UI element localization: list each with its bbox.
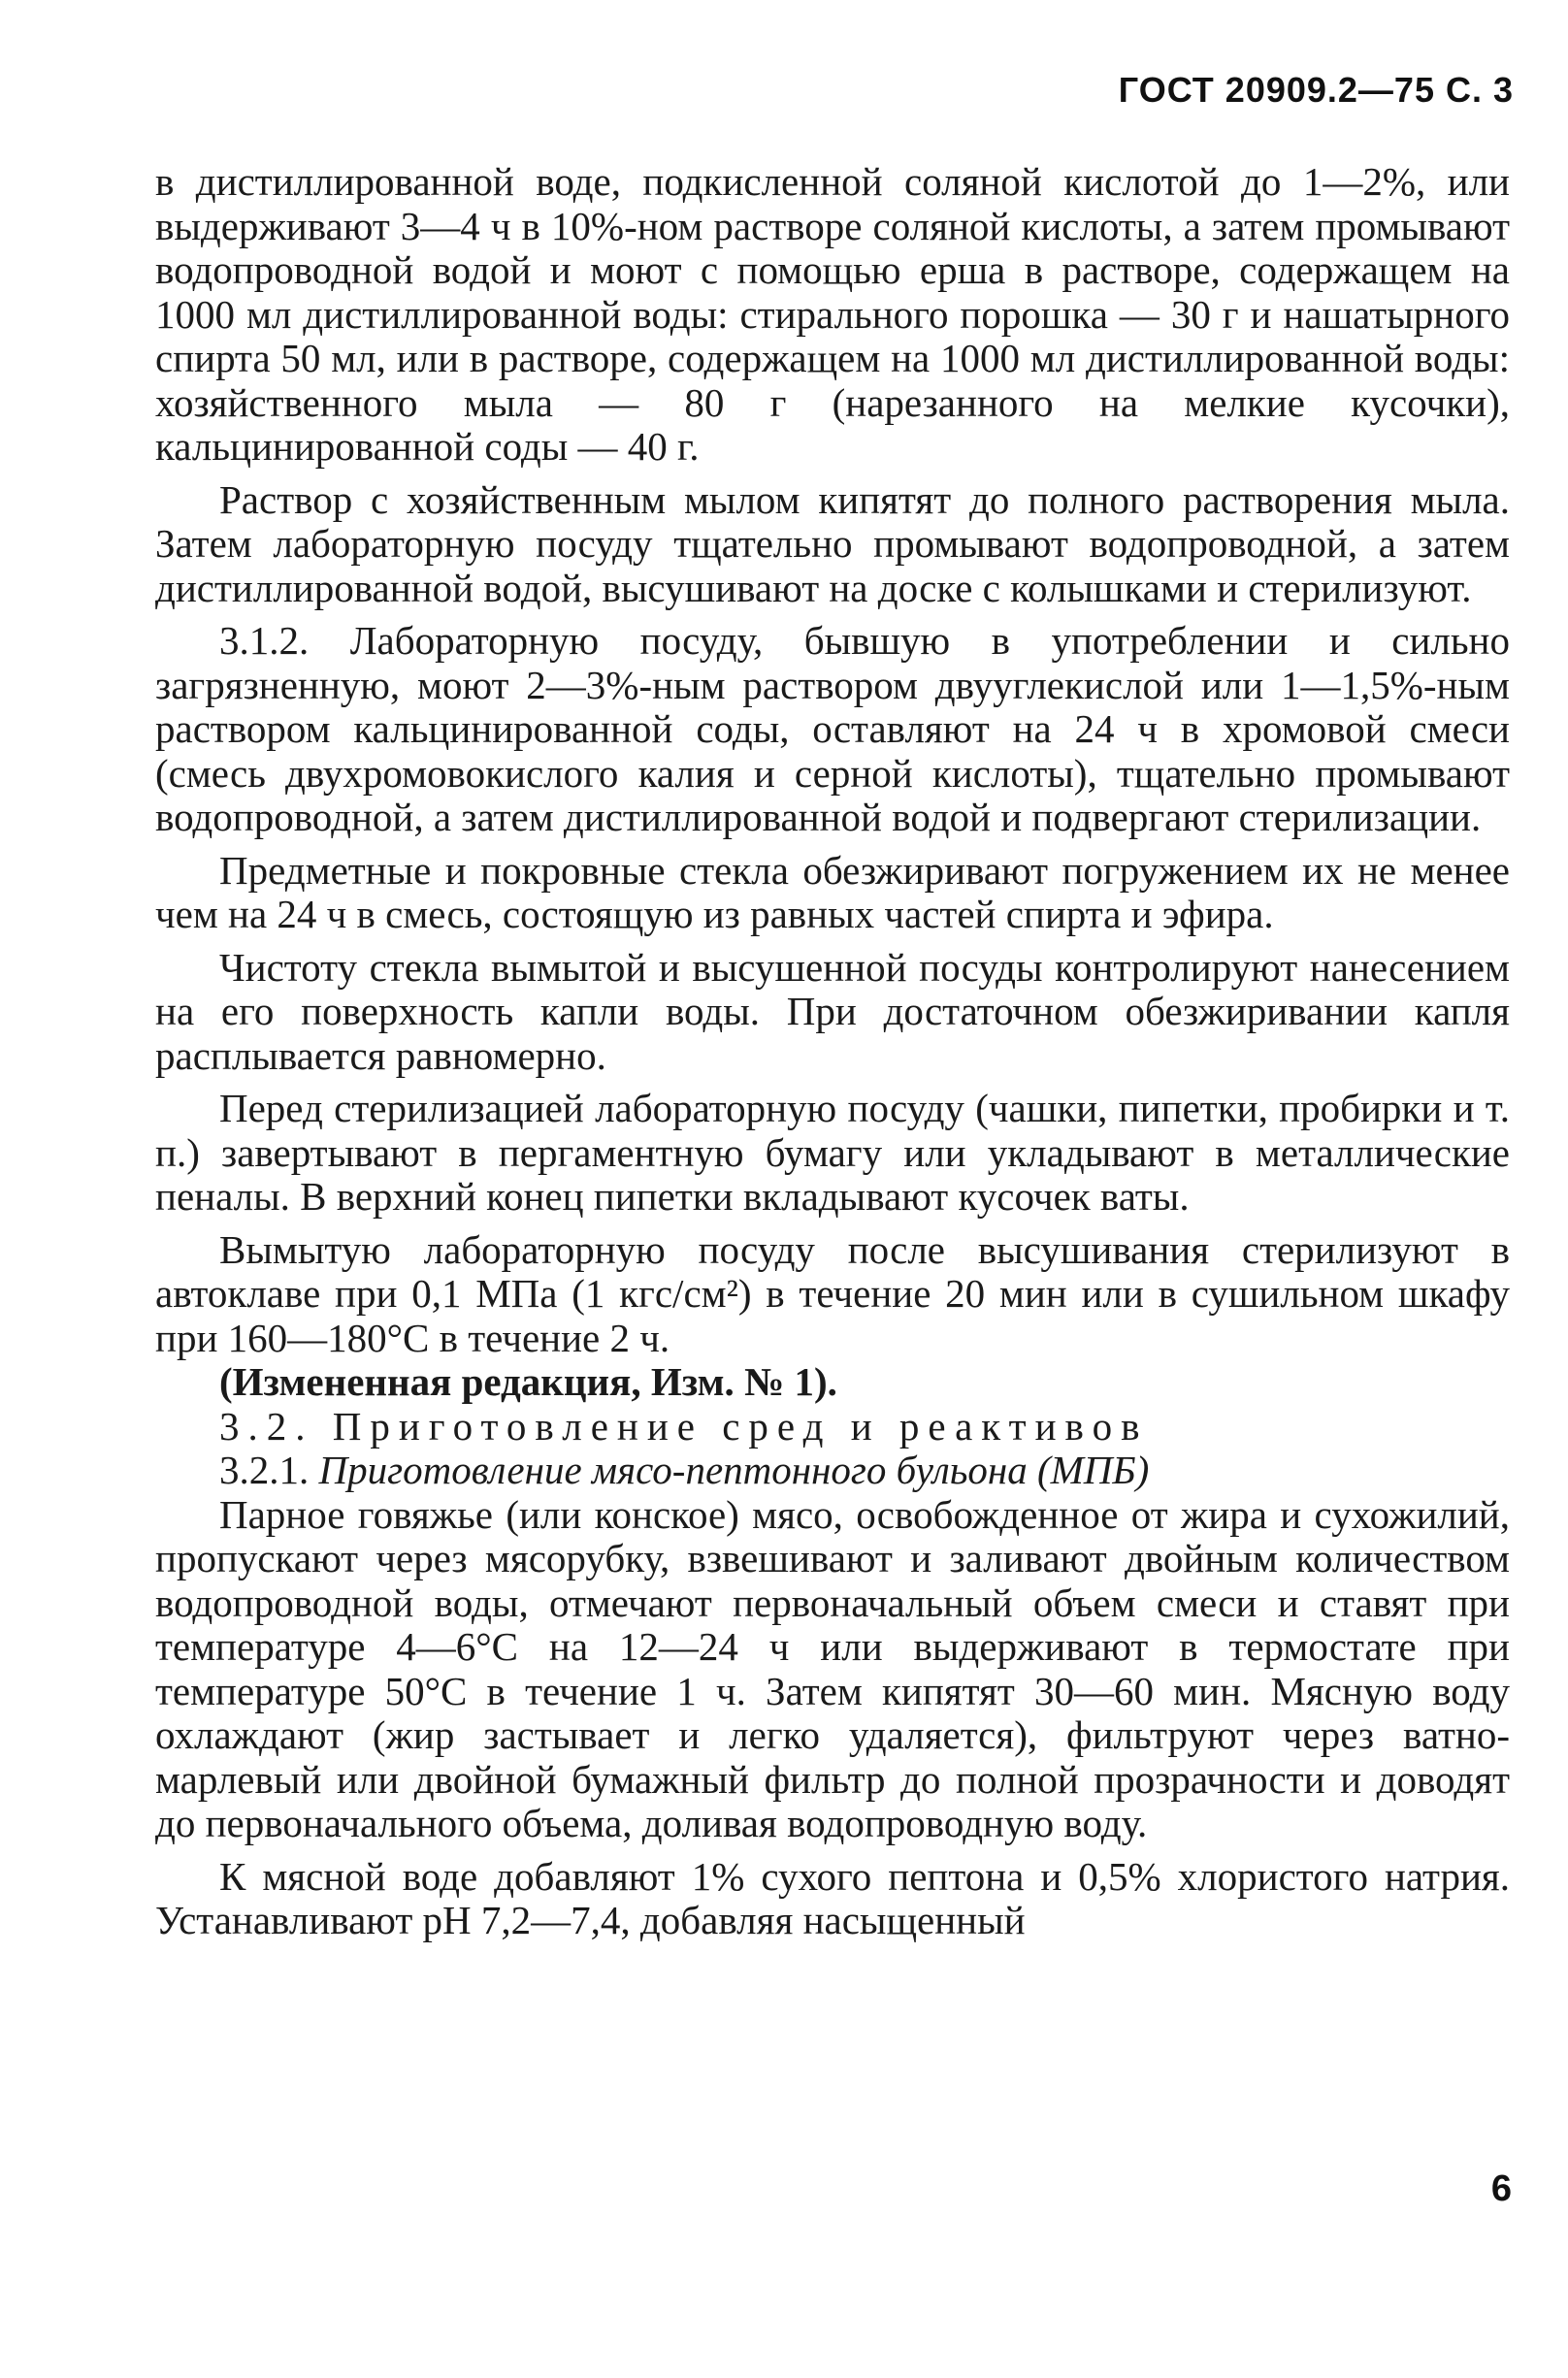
- paragraph: Предметные и покровные стекла обезжиривают погружением их не менее чем на 24 ч в смесь, состоящую из равных частей спирта и эфира.: [155, 847, 1510, 936]
- subsection-title: Приготовление мясо-пептонного бульона (МПБ): [318, 1448, 1150, 1492]
- paragraph: Чистоту стекла вымытой и высушенной посуды контролируют нанесением на его поверхность капли воды. При достаточном обезжиривании капля расплывается равномерно.: [155, 944, 1510, 1078]
- paragraph: Парное говяжье (или конское) мясо, освобожденное от жира и сухожилий, пропускают через мясорубку, взвешивают и заливают двойным количеством водопроводной воды, отмечают первоначальный объем смеси и ставят при температуре 4—6°С на 12—24 ч или выдерживают в термостате при температуре 50°С в течение 1 ч. Затем кипятят 30—60 мин. Мясную воду охлаждают (жир застывает и легко удаляется), фильтруют через ватно-марлевый или двойной бумажный фильтр до полной прозрачности и доводят до первоначального объема, доливая водопроводную воду.: [155, 1491, 1510, 1845]
- paragraph: Перед стерилизацией лабораторную посуду (чашки, пипетки, пробирки и т. п.) завертывают в пергаментную бумагу или укладывают в металлические пеналы. В верхний конец пипетки вкладывают кусочек ваты.: [155, 1086, 1510, 1219]
- subsection-number: 3.2.1.: [219, 1448, 310, 1492]
- running-header: ГОСТ 20909.2—75 С. 3: [1118, 70, 1514, 110]
- paragraph: К мясной воде добавляют 1% сухого пептона и 0,5% хлористого натрия. Устанавливают pH 7,2—7,4, добавляя насыщенный: [155, 1853, 1510, 1942]
- paragraph: Вымытую лабораторную посуду после высушивания стерилизуют в автоклаве при 0,1 МПа (1 кгс/см²) в течение 20 мин или в сушильном шкафу при 160—180°С в течение 2 ч.: [155, 1226, 1510, 1360]
- subsection-heading: [155, 1449, 1510, 1493]
- page-number: 6: [1490, 2168, 1512, 2209]
- paragraph-3-1-2: 3.1.2. Лабораторную посуду, бывшую в употреблении и сильно загрязненную, моют 2—3%-ным раствором двууглекислой или 1—1,5%-ным раствором кальцинированной соды, оставляют на 24 ч в хромовой смеси (смесь двухромовокислого калия и серной кислоты), тщательно промывают водопроводной, а затем дистиллированной водой и подвергают стерилизации.: [155, 618, 1510, 839]
- amendment-note: (Измененная редакция, Изм. № 1).: [219, 1359, 837, 1404]
- section-heading: 3.2. Приготовление сред и реактивов: [219, 1403, 1149, 1449]
- paragraph: Раствор с хозяйственным мылом кипятят до полного растворения мыла. Затем лабораторную посуду тщательно промывают водопроводной, а затем дистиллированной водой, высушивают на доске с колышками и стерилизуют.: [155, 476, 1510, 610]
- body-text: [155, 160, 1510, 1943]
- paragraph-continued: в дистиллированной воде, подкисленной соляной кислотой до 1—2%, или выдерживают 3—4 ч в 10%-ном растворе соляной кислоты, а затем промывают водопроводной водой и моют с помощью ерша в растворе, содержащем на 1000 мл дистиллированной воды: стирального порошка — 30 г и нашатырного спирта 50 мл, или в растворе, содержащем на 1000 мл дистиллированной воды: хозяйственного мыла — 80 г (нарезанного на мелкие кусочки), кальцинированной соды — 40 г.: [155, 159, 1510, 469]
